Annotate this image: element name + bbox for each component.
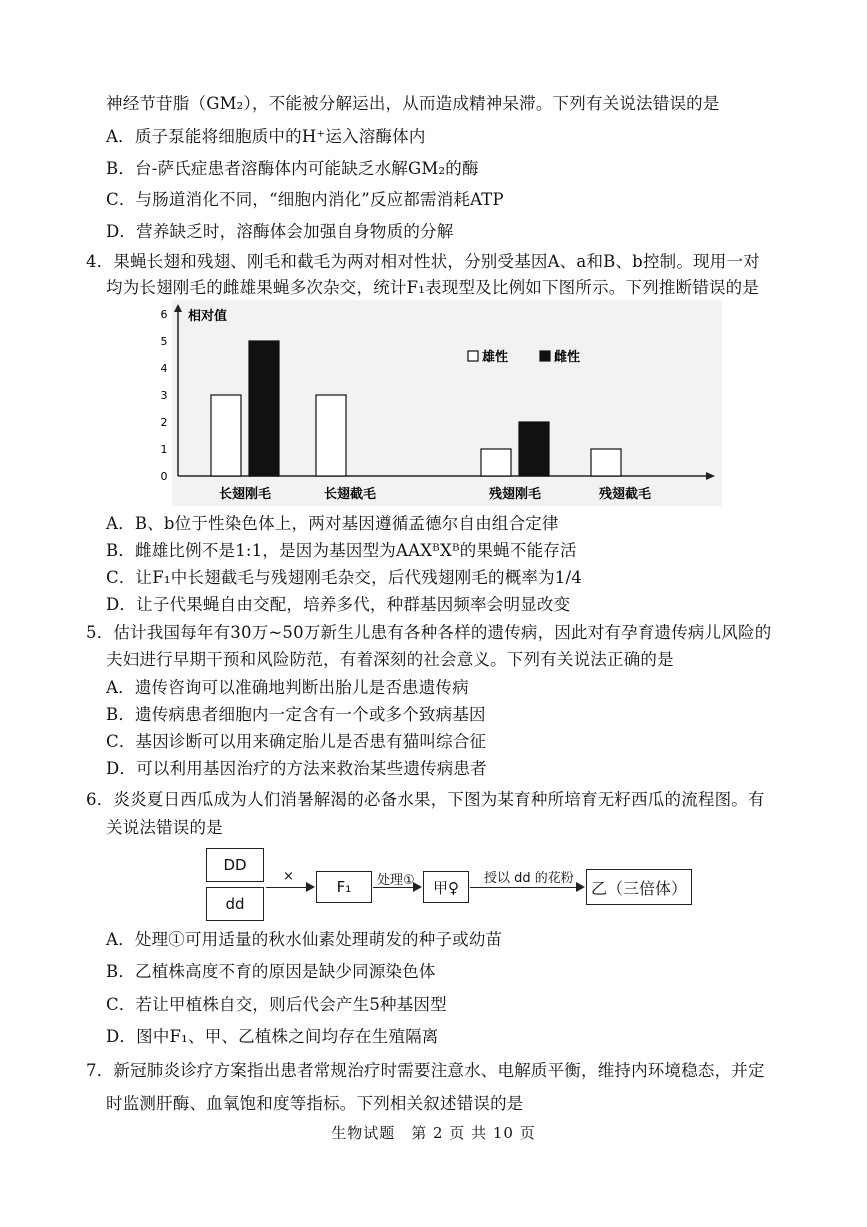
- page-footer: 生物试题 第 2 页 共 10 页: [331, 1124, 536, 1142]
- box-f1: F₁: [316, 871, 372, 903]
- q5-option-d: D．可以利用基因治疗的方法来救治某些遗传病患者: [106, 759, 487, 778]
- box-jia: 甲♀: [423, 871, 469, 903]
- q4-option-a: A．B、b位于性染色体上，两对基因遵循孟德尔自由组合定律: [106, 514, 559, 533]
- q6-option-c: C．若让甲植株自交，则后代会产生5种基因型: [106, 995, 447, 1014]
- q6-stem-line1: 6．炎炎夏日西瓜成为人们消暑解渴的必备水果，下图为某育种所培育无籽西瓜的流程图。有: [86, 790, 765, 809]
- bar-male-1: [316, 395, 346, 476]
- x-category-label: 残翅刚毛: [488, 487, 542, 502]
- q5-option-c: C．基因诊断可以用来确定胎儿是否患有猫叫综合征: [106, 732, 487, 751]
- y-tick-label: 6: [160, 308, 168, 321]
- q4-stem-line1: 4．果蝇长翅和残翅、刚毛和截毛为两对相对性状，分别受基因A、a和B、b控制。现用一对: [86, 252, 760, 271]
- q3-option-b: B．台-萨氏症患者溶酶体内可能缺乏水解GM₂的酶: [106, 159, 479, 178]
- bar-female-2: [519, 422, 549, 476]
- bar-male-3: [591, 449, 621, 476]
- q4-option-c: C．让F₁中长翅截毛与残翅刚毛杂交，后代残翅刚毛的概率为1/4: [106, 568, 582, 587]
- y-tick-label: 5: [160, 335, 168, 348]
- q3-option-a: A．质子泵能将细胞质中的H⁺运入溶酶体内: [106, 127, 426, 146]
- arrow-line-1: [266, 887, 308, 888]
- y-tick-label: 1: [160, 443, 168, 456]
- arrow-line-3: [470, 887, 578, 888]
- y-tick-label: 0: [160, 470, 168, 483]
- y-tick-label: 3: [160, 389, 168, 402]
- q4-option-d: D．让子代果蝇自由交配，培养多代，种群基因频率会明显改变: [106, 595, 571, 614]
- q3-stem-tail: 神经节苷脂（GM₂），不能被分解运出，从而造成精神呆滞。下列有关说法错误的是: [106, 94, 720, 113]
- label-step2: 授以 dd 的花粉: [484, 871, 574, 886]
- x-category-label: 残翅截毛: [598, 487, 652, 502]
- y-tick-label: 2: [160, 416, 168, 429]
- q6-stem-line2: 关说法错误的是: [106, 818, 223, 837]
- cross-symbol: ×: [283, 869, 294, 884]
- q7-stem-line2: 时监测肝酶、血氧饱和度等指标。下列相关叙述错误的是: [106, 1094, 524, 1113]
- x-category-label: 长翅刚毛: [218, 487, 272, 502]
- q6-option-a: A．处理①可用适量的秋水仙素处理萌发的种子或幼苗: [106, 930, 503, 949]
- q3-option-c: C．与肠道消化不同，“细胞内消化”反应都需消耗ATP: [106, 190, 504, 209]
- label-step1: 处理①: [377, 873, 415, 888]
- arrow-line-2: [373, 887, 415, 888]
- bar-female-0: [249, 341, 279, 476]
- bar-male-2: [481, 449, 511, 476]
- y-axis-label: 相对值: [188, 309, 228, 324]
- legend-swatch-1: [540, 351, 550, 361]
- q5-option-b: B．遗传病患者细胞内一定含有一个或多个致病基因: [106, 705, 486, 724]
- arrow-head-2: [413, 882, 422, 892]
- box-yi: 乙（三倍体）: [586, 869, 692, 905]
- box-parent-dd-upper: DD: [206, 848, 264, 882]
- legend-label-1: 雌性: [554, 350, 581, 365]
- x-category-label: 长翅截毛: [323, 487, 377, 502]
- q6-option-b: B．乙植株高度不育的原因是缺少同源染色体: [106, 962, 436, 981]
- q5-stem-line1: 5．估计我国每年有30万~50万新生儿患有各种各样的遗传病，因此对有孕育遗传病儿风险的: [86, 623, 772, 642]
- q7-stem-line1: 7．新冠肺炎诊疗方案指出患者常规治疗时需要注意水、电解质平衡，维持内环境稳态，并定: [86, 1061, 765, 1080]
- bar-chart: [150, 298, 725, 510]
- legend-label-0: 雄性: [482, 350, 509, 365]
- q5-option-a: A．遗传咨询可以准确地判断出胎儿是否患遗传病: [106, 678, 469, 697]
- y-tick-label: 4: [160, 362, 168, 375]
- q6-option-d: D．图中F₁、甲、乙植株之间均存在生殖隔离: [106, 1027, 439, 1046]
- box-parent-dd-lower: dd: [206, 887, 264, 921]
- q4-stem-line2: 均为长翅刚毛的雌雄果蝇多次杂交，统计F₁表现型及比例如下图所示。下列推断错误的是: [106, 278, 760, 297]
- q4-option-b: B．雌雄比例不是1:1，是因为基因型为AAXᴮXᴮ的果蝇不能存活: [106, 541, 577, 560]
- bar-male-0: [211, 395, 241, 476]
- legend-swatch-0: [468, 351, 478, 361]
- q3-option-d: D．营养缺乏时，溶酶体会加强自身物质的分解: [106, 222, 454, 241]
- q5-stem-line2: 夫妇进行早期干预和风险防范，有着深刻的社会意义。下列有关说法正确的是: [106, 650, 674, 669]
- arrow-head-3: [576, 882, 585, 892]
- arrow-head-1: [306, 882, 315, 892]
